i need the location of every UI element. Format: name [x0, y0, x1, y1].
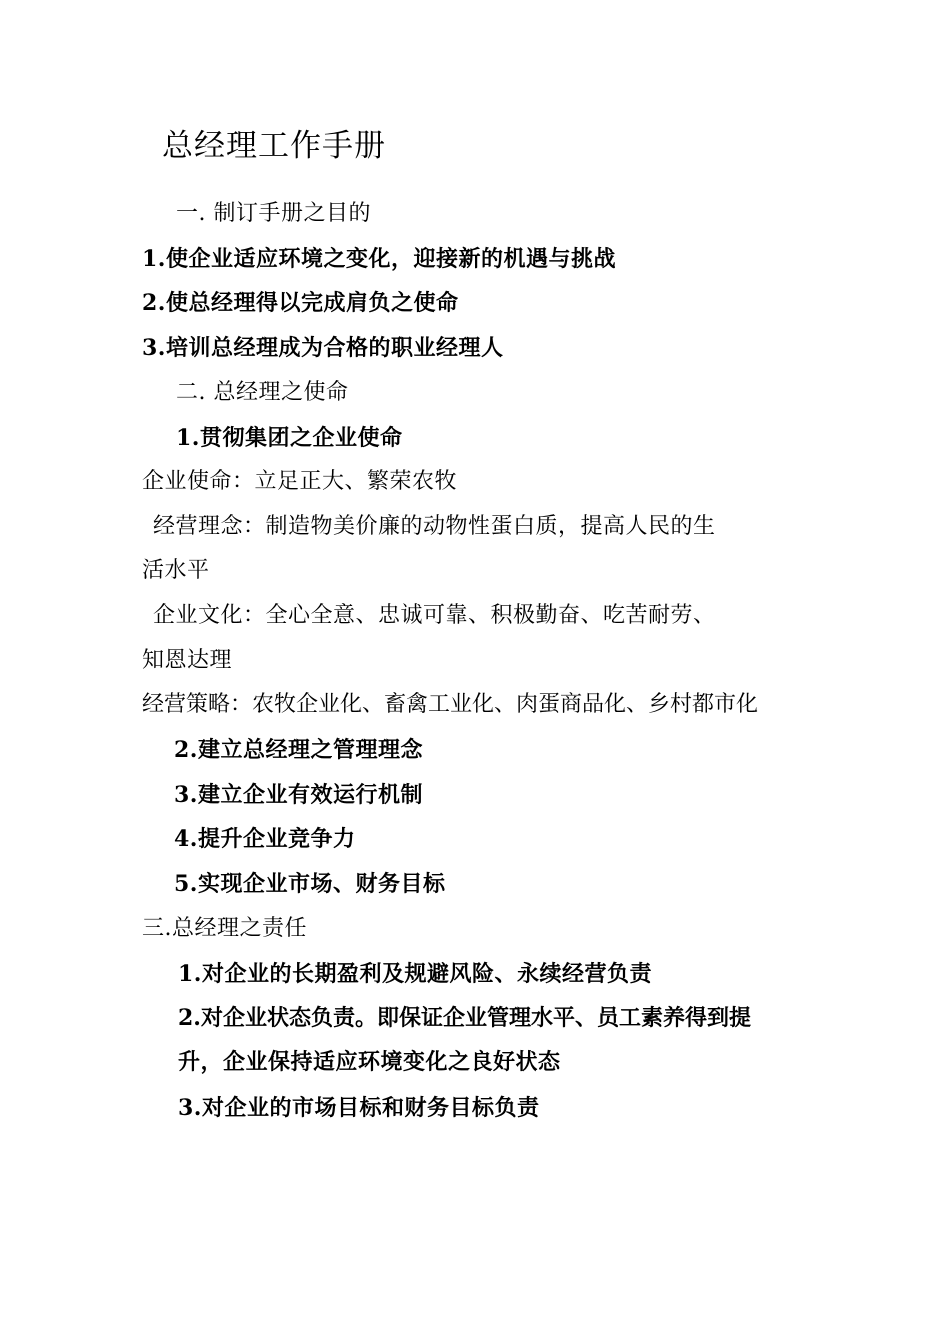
- business-philosophy-line-2: 活水平: [142, 558, 210, 583]
- enterprise-culture-line-1: 企业文化：全心全意、忠诚可靠、积极勤奋、吃苦耐劳、: [153, 603, 716, 628]
- enterprise-mission: 企业使命：立足正大、繁荣农牧: [142, 469, 458, 494]
- document-title: 总经理工作手册: [162, 128, 386, 164]
- section3-item-2-line-1: 2.对企业状态负责。即保证企业管理水平、员工素养得到提: [178, 1005, 751, 1031]
- business-philosophy-line-1: 经营理念：制造物美价廉的动物性蛋白质，提高人民的生: [153, 514, 716, 539]
- enterprise-culture-line-2: 知恩达理: [142, 648, 233, 673]
- business-strategy: 经营策略：农牧企业化、畜禽工业化、肉蛋商品化、乡村都市化: [142, 692, 759, 717]
- section2-heading: 二. 总经理之使命: [176, 380, 349, 405]
- section3-item-1: 1.对企业的长期盈利及规避风险、永续经营负责: [178, 961, 652, 987]
- section3-item-2-line-2: 升，企业保持适应环境变化之良好状态: [178, 1049, 561, 1075]
- section1-item-2: 2.使总经理得以完成肩负之使命: [142, 290, 459, 316]
- section1-item-3: 3.培训总经理成为合格的职业经理人: [142, 335, 504, 361]
- section1-heading: 一. 制订手册之目的: [176, 201, 371, 226]
- section1-item-1: 1.使企业适应环境之变化，迎接新的机遇与挑战: [142, 246, 616, 272]
- section3-heading: 三.总经理之责任: [142, 916, 307, 941]
- section2-item-4: 4.提升企业竞争力: [174, 826, 356, 852]
- section2-item-2: 2.建立总经理之管理理念: [174, 737, 423, 763]
- section3-item-3: 3.对企业的市场目标和财务目标负责: [178, 1095, 540, 1121]
- section2-item-3: 3.建立企业有效运行机制: [174, 782, 423, 808]
- section2-item-5: 5.实现企业市场、财务目标: [174, 871, 446, 897]
- section2-item-1: 1.贯彻集团之企业使命: [176, 425, 403, 451]
